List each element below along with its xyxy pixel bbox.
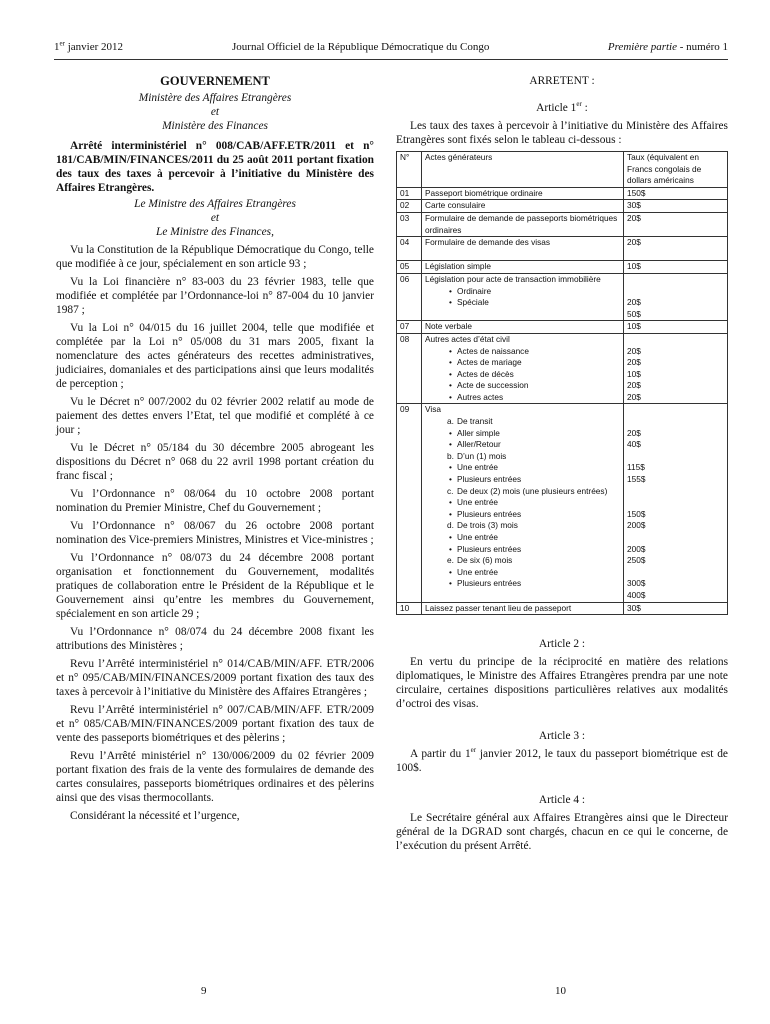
visa-paragraph: Revu l’Arrêté interministériel n° 007/CAB/MIN/AFF. ETR/2009 et n° 085/CAB/MIN/FINANCES/2009 portant fixation des taux de vente des passeports biométriques et des pèlerins ; [56, 704, 374, 744]
sub-item: • Spéciale [425, 297, 620, 309]
row-act: Passeport biométrique ordinaire [422, 187, 624, 200]
row-rate: 10$ [624, 321, 728, 334]
table-row [397, 261, 728, 274]
table-row [397, 187, 728, 200]
table-row [397, 237, 728, 261]
table-row [397, 200, 728, 213]
sub-item: • Ordinaire [425, 286, 620, 298]
article-2-text: En vertu du principe de la réciprocité en matière des relations diplomatiques, le Ministre des Affaires Etrangères prendra par une note circulaire, certaines dispositions particulières relatives aux modalités d’octroi des visas. [396, 656, 728, 711]
row-act: Législation simple [422, 261, 624, 274]
table-row [397, 333, 728, 404]
row-act: Formulaire de demande des visas [422, 237, 624, 261]
header-journal-title: Journal Officiel de la République Démocratique du Congo [232, 41, 490, 53]
visa-paragraph: Vu le Décret n° 007/2002 du 02 février 2002 relatif au mode de paiement des dettes envers l’Etat, tel que modifié et complété à ce jour ; [56, 396, 374, 436]
table-row [397, 404, 728, 602]
sub-item: • Actes de mariage [425, 357, 620, 369]
article-4-text: Le Secrétaire général aux Affaires Etrangères ainsi que le Directeur général de la DGRAD sont chargés, chacun en ce qui le concerne, de l’exécution du présent Arrêté. [396, 812, 728, 853]
row-act: Note verbale [422, 321, 624, 334]
row-rate: 150$ [624, 187, 728, 200]
visa-category: e. De six (6) mois [447, 555, 513, 566]
sub-item: • Autres actes [425, 392, 620, 404]
row-number: 08 [397, 333, 422, 404]
table-row [397, 273, 728, 320]
visa-paragraph: Vu l’Ordonnance n° 08/064 du 10 octobre 2008 portant nomination du Premier Ministre, Chef du Gouvernement ; [56, 488, 374, 514]
sub-item: • Acte de succession [425, 380, 620, 392]
column-header-acts: Actes générateurs [422, 152, 624, 188]
visa-paragraph: Revu l’Arrêté ministériel n° 130/006/2009 du 02 février 2009 portant fixation des frais de la vente des formulaires de demande des cartes consulaires, passeports biométriques ordinaires et des pèlerins ainsi que des visas thermocollants. [56, 750, 374, 804]
visa-category: b. D’un (1) mois [447, 450, 507, 461]
sub-item: • Plusieurs entrées [425, 578, 620, 590]
section-heading: GOUVERNEMENT [160, 74, 270, 88]
row-act: Autres actes d’état civil • Actes de naissance • Actes de mariage • Actes de décès • Acte de succession • Autres actes [422, 333, 624, 404]
sub-item: • Une entrée [425, 462, 620, 474]
row-number: 04 [397, 237, 422, 261]
row-act: Visa a. De transit • Aller simple • Aller/Retour b. D’un (1) mois • Une entrée • Plusieurs entrées c. De deux (2) mois (une plusieurs entrées) • Une entrée • Plusieurs entrées d. De trois (3) mois • Une entrée • Plusieurs entrées e. De six (6) mois • Une entrée • Plusieurs entrées [422, 404, 624, 602]
visa-category: c. De deux (2) mois (une plusieurs entrées) [447, 485, 608, 496]
tax-rates-table [396, 151, 728, 615]
row-rate: 10$ [624, 261, 728, 274]
row-number: 09 [397, 404, 422, 602]
minister-line: Le Ministre des Finances, [156, 226, 274, 238]
row-rate: 30$ [624, 200, 728, 213]
row-rate: 30$ [624, 602, 728, 615]
visa-paragraph: Vu la Loi financière n° 83-003 du 23 février 1983, telle que modifiée et complétée par l’Ordonnance-loi n° 87-004 du 10 janvier 1987 ; [56, 276, 374, 316]
arretent-heading: ARRETENT : [529, 75, 595, 87]
article-1-heading: Article 1er : [536, 100, 588, 114]
header-issue: Première partie - numéro 1 [607, 41, 728, 53]
header-rule [54, 59, 728, 60]
right-column [396, 72, 728, 853]
row-act: Carte consulaire [422, 200, 624, 213]
row-act: Laissez passer tenant lieu de passeport [422, 602, 624, 615]
table-row [397, 321, 728, 334]
sub-item: • Une entrée [425, 567, 620, 579]
minister-line: Le Ministre des Affaires Etrangères [134, 198, 296, 210]
sub-item: • Une entrée [425, 532, 620, 544]
column-header-number: N° [397, 152, 422, 188]
table-row [397, 602, 728, 615]
row-number: 05 [397, 261, 422, 274]
row-number: 02 [397, 200, 422, 213]
row-number: 01 [397, 187, 422, 200]
row-rate: 20$ [624, 237, 728, 261]
sub-item: • Actes de décès [425, 369, 620, 381]
sub-item: • Plusieurs entrées [425, 474, 620, 486]
article-4-heading: Article 4 : [538, 794, 586, 807]
row-rate: 20$ 50$ [624, 273, 728, 320]
ministry-line: Ministère des Finances [162, 120, 268, 132]
sub-item: • Aller simple [425, 428, 620, 440]
visa-paragraph: Vu l’Ordonnance n° 08/074 du 24 décembre 2008 fixant les attributions des Ministères ; [56, 626, 374, 652]
page-number-right: 10 [555, 985, 566, 997]
article-3-heading: Article 3 : [538, 730, 586, 743]
conjunction: et [210, 106, 220, 118]
ministry-line: Ministère des Affaires Etrangères [138, 92, 292, 104]
table-header-row [397, 152, 728, 188]
row-act: Formulaire de demande de passeports biométriques ordinaires [422, 212, 624, 236]
row-number: 06 [397, 273, 422, 320]
arrete-title: Arrêté interministériel n° 008/CAB/AFF.ETR/2011 et n° 181/CAB/MIN/FINANCES/2011 du 25 août 2011 portant fixation des taux des taxes à percevoir à l’initiative du Ministère des Affaires Etrangères. [56, 140, 374, 194]
visa-paragraph: Vu la Constitution de la République Démocratique du Congo, telle que modifiée à ce jour, spécialement en son article 93 ; [56, 244, 374, 270]
sub-item: • Aller/Retour [425, 439, 620, 451]
visa-category: a. De transit [447, 416, 493, 427]
row-number: 03 [397, 212, 422, 236]
visa-paragraph: Vu la Loi n° 04/015 du 16 juillet 2004, telle que modifiée et complétée par la Loi n° 05/008 du 31 mars 2005, fixant la nomenclature des actes générateurs des recettes administratives, judiciaires, domaniales et des participations ainsi que leurs modalités de perception ; [56, 322, 374, 390]
visa-category: d. De trois (3) mois [447, 520, 518, 531]
sub-item: • Plusieurs entrées [425, 509, 620, 521]
header-date: 1er janvier 2012 [54, 39, 123, 53]
column-header-rate: Taux (équivalent en Francs congolais de dollars américains [624, 152, 728, 188]
sub-item: • Actes de naissance [425, 346, 620, 358]
row-rate: 20$ 40$ 115$ 155$ 150$ 200$ 200$ 250$ 300$ 400$ [624, 404, 728, 602]
considering-paragraph: Considérant la nécessité et l’urgence, [70, 810, 240, 822]
row-rate: 20$ [624, 212, 728, 236]
row-act: Législation pour acte de transaction immobilière • Ordinaire • Spéciale [422, 273, 624, 320]
left-column [56, 72, 374, 823]
visa-paragraph: Vu l’Ordonnance n° 08/073 du 24 décembre 2008 portant organisation et fonctionnement du Gouvernement, modalités pratiques de collaboration entre le Président de la République et le Gouvernement ainsi qu’entre les membres du Gouvernement, spécialement en son article 29 ; [56, 552, 374, 620]
row-number: 07 [397, 321, 422, 334]
row-number: 10 [397, 602, 422, 615]
table-row [397, 212, 728, 236]
conjunction: et [210, 212, 220, 224]
visa-paragraph: Vu le Décret n° 05/184 du 30 décembre 2005 abrogeant les dispositions du Décret n° 068 du 22 avril 1998 portant création du franc fiscal ; [56, 442, 374, 482]
article-1-intro: Les taux des taxes à percevoir à l’initiative du Ministère des Affaires Etrangères sont fixés selon le tableau ci-dessous : [396, 120, 728, 146]
article-2-heading: Article 2 : [538, 638, 586, 651]
row-rate: 20$ 20$ 10$ 20$ 20$ [624, 333, 728, 404]
page-number-left: 9 [201, 985, 207, 997]
visa-paragraph: Vu l’Ordonnance n° 08/067 du 26 octobre 2008 portant nomination des Vice-premiers Ministres, Ministres et Vice-ministres ; [56, 520, 374, 546]
article-3-text: A partir du 1er janvier 2012, le taux du passeport biométrique est de 100$. [396, 746, 728, 775]
sub-item: • Plusieurs entrées [425, 544, 620, 556]
sub-item: • Une entrée [425, 497, 620, 509]
page-header [54, 41, 728, 57]
visa-paragraph: Revu l’Arrêté interministériel n° 014/CAB/MIN/AFF. ETR/2006 et n° 095/CAB/MIN/FINANCES/2009 portant fixation des taux des taxes à percevoir à l’initiative du Ministère des Affaires Etrangères ; [56, 658, 374, 698]
